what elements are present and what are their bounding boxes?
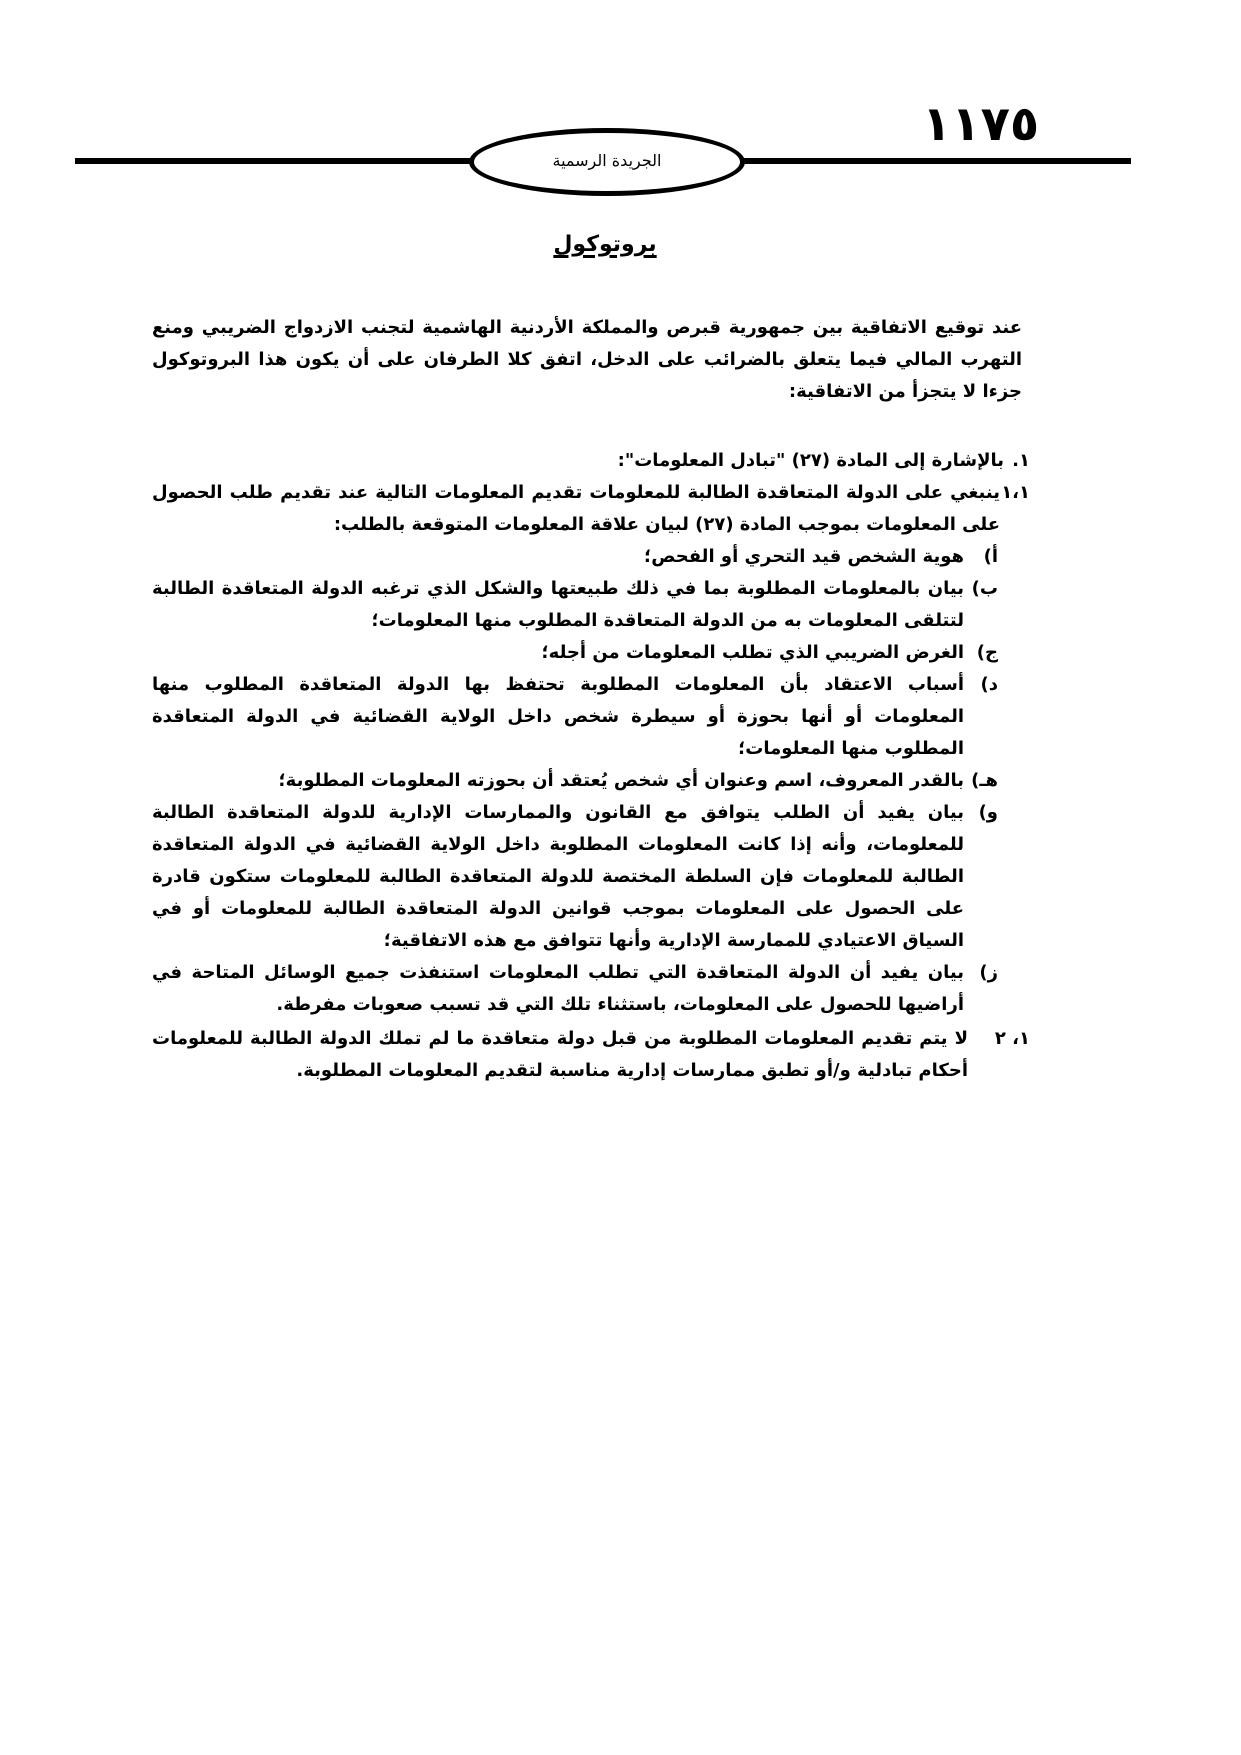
list-item-marker: أ) — [983, 546, 998, 567]
section-1-text: بالإشارة إلى المادة (٢٧) "تبادل المعلومات": — [617, 450, 1004, 471]
list-item-text: الغرض الضريبي الذي تطلب المعلومات من أجله؛ — [541, 642, 964, 663]
list-item — [152, 957, 998, 1021]
section-1 — [152, 445, 1030, 477]
list-item-marker: هـ) — [971, 770, 998, 791]
list-item-text: هوية الشخص قيد التحري أو الفحص؛ — [644, 546, 964, 567]
intro-paragraph: عند توقيع الاتفاقية بين جمهورية قبرص والمملكة الأردنية الهاشمية لتجنب الازدواج الضريبي ومنع التهرب المالي فيما يتعلق بالضرائب على الدخل، اتفق كلا الطرفان على أن يكون هذا البروتوكول جزءا لا يتجزأ من الاتفاقية: — [152, 317, 1022, 402]
list-item-marker: ج) — [976, 642, 998, 663]
section-1-1-number: ١،١ — [1001, 482, 1030, 503]
list-item — [152, 669, 998, 765]
section-1-1-text: ينبغي على الدولة المتعاقدة الطالبة للمعلومات تقديم المعلومات التالية عند تقديم طلب الحصول على المعلومات بموجب المادة (٢٧) لبيان علاقة المعلومات المتوقعة بالطلب: — [152, 482, 1000, 535]
list-item — [152, 637, 998, 669]
protocol-content — [152, 445, 1030, 1087]
list-item-marker: ز) — [979, 962, 998, 983]
list-item-text: بالقدر المعروف، اسم وعنوان أي شخص يُعتقد أن بحوزته المعلومات المطلوبة؛ — [278, 770, 964, 791]
section-1-2-number: ١، ٢ — [994, 1028, 1030, 1049]
list-item-marker: ب) — [971, 578, 998, 599]
section-1-number: ١. — [1012, 450, 1030, 471]
list-item-marker: و) — [978, 802, 998, 823]
document-title: بروتوكول — [553, 232, 657, 257]
section-1-1 — [152, 477, 1030, 541]
publication-name: الجريدة الرسمية — [469, 128, 745, 196]
section-1-2-text: لا يتم تقديم المعلومات المطلوبة من قبل دولة متعاقدة ما لم تملك الدولة الطالبة للمعلومات أحكام تبادلية و/أو تطبق ممارسات إدارية مناسبة لتقديم المعلومات المطلوبة. — [152, 1028, 968, 1081]
list-item-text: بيان يفيد أن الطلب يتوافق مع القانون والممارسات الإدارية للدولة المتعاقدة الطالبة للمعلومات، وأنه إذا كانت المعلومات المطلوبة داخل الولاية القضائية في الدولة المتعاقدة الطالبة للمعلومات فإن السلطة المختصة للدولة المتعاقدة الطالبة للمعلومات ستكون قادرة على الحصول على المعلومات بموجب قوانين الدولة المتعاقدة الطالبة للمعلومات أو في السياق الاعتيادي للممارسة الإدارية وأنها تتوافق مع هذه الاتفاقية؛ — [152, 802, 964, 951]
list-item — [152, 765, 998, 797]
list-item-text: بيان بالمعلومات المطلوبة بما في ذلك طبيعتها والشكل الذي ترغبه الدولة المتعاقدة الطالبة لتتلقى المعلومات به من الدولة المتعاقدة المطلوب منها المعلومات؛ — [152, 578, 964, 631]
list-item-marker: د) — [980, 674, 998, 695]
list-item — [152, 541, 998, 573]
list-item-text: أسباب الاعتقاد بأن المعلومات المطلوبة تحتفظ بها الدولة المتعاقدة المطلوب منها المعلومات أو أنها بحوزة أو سيطرة شخص داخل الولاية القضائية في الدولة المتعاقدة المطلوب منها المعلومات؛ — [152, 674, 964, 759]
list-item-text: بيان يفيد أن الدولة المتعاقدة التي تطلب المعلومات استنفذت جميع الوسائل المتاحة في أراضيها للحصول على المعلومات، باستثناء تلك التي قد تسبب صعوبات مفرطة. — [152, 962, 964, 1015]
section-1-1-items — [152, 541, 1030, 1021]
section-1-2 — [152, 1023, 1030, 1087]
list-item — [152, 797, 998, 957]
list-item — [152, 573, 998, 637]
page-number: ١١٧٥ — [922, 96, 1040, 152]
